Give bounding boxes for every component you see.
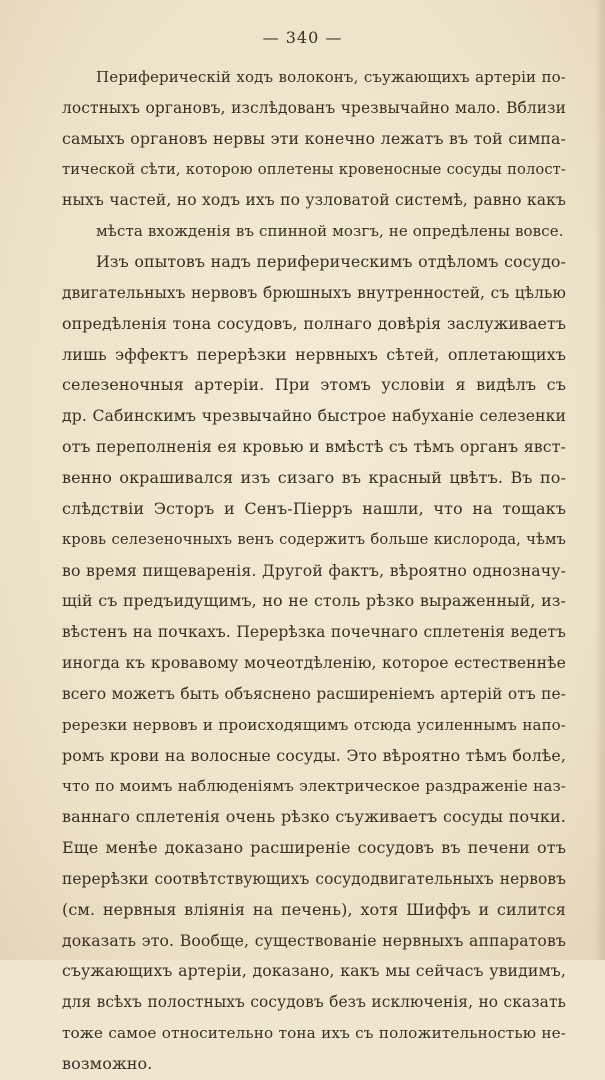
text-line: селезеночныя артеріи. При этомъ условіи я видѣлъ съ — [62, 375, 566, 395]
text-line: ререзки нервовъ и происходящимъ отсюда усиленнымъ напо- — [62, 715, 566, 734]
text-line: всего можетъ быть объяснено расширеніемъ артерій отъ пе- — [62, 684, 566, 703]
text-line: съужающихъ артеріи, доказано, какъ мы сейчасъ увидимъ, — [62, 961, 566, 981]
text-line: опредѣленія тона сосудовъ, полнаго довѣрія заслуживаетъ — [62, 313, 566, 333]
text-line: Изъ опытовъ надъ периферическимъ отдѣломъ сосудо- — [96, 252, 566, 272]
text-line: др. Сабинскимъ чрезвычайно быстрое набуханіе селезенки — [62, 406, 566, 426]
text-line: ныхъ частей, но ходъ ихъ по узловатой системѣ, равно какъ — [62, 191, 566, 210]
text-line: вѣстенъ на почкахъ. Перерѣзка почечнаго сплетенія ведетъ — [62, 623, 566, 642]
text-line: тической сѣти, которою оплетены кровеносные сосуды полост- — [62, 160, 566, 178]
text-line: кровь селезеночныхъ венъ содержитъ больше кислорода, чѣмъ — [62, 530, 566, 548]
text-line: перерѣзки соотвѣтствующихъ сосудодвигательныхъ нервовъ — [62, 869, 566, 888]
text-line: возможно. — [62, 1054, 153, 1073]
body-text — [62, 62, 566, 1080]
text-line: для всѣхъ полостныхъ сосудовъ безъ исключенія, но сказать — [62, 993, 566, 1012]
text-line: слѣдствіи Эсторъ и Сенъ-Піерръ нашли, что на тощакъ — [62, 498, 566, 518]
text-line: (см. нервныя вліянія на печень), хотя Шиффъ и силится — [62, 899, 566, 919]
text-line: что по моимъ наблюденіямъ электрическое раздраженіе наз- — [62, 777, 566, 796]
text-line: мѣста вхожденія въ спинной мозгъ, не опредѣлены вовсе. — [96, 222, 564, 241]
text-line: доказать это. Вообще, существованіе нервныхъ аппаратовъ — [62, 930, 566, 950]
text-line: отъ переполненія ея кровью и вмѣстѣ съ тѣмъ органъ явст- — [62, 437, 566, 457]
text-line: Периферическій ходъ волоконъ, съужающихъ артеріи по- — [96, 68, 566, 86]
text-line: лостныхъ органовъ, изслѣдованъ чрезвычайно мало. Вблизи — [62, 98, 566, 117]
text-line: ваннаго сплетенія очень рѣзко съуживаетъ сосуды почки. — [62, 807, 566, 827]
text-line: щій съ предъидущимъ, но не столь рѣзко выраженный, из- — [62, 591, 566, 611]
text-line: двигательныхъ нервовъ брюшныхъ внутренностей, съ цѣлью — [62, 283, 566, 302]
text-line: лишь эффектъ перерѣзки нервныхъ сѣтей, оплетающихъ — [62, 344, 566, 364]
text-line: Еще менѣе доказано расширеніе сосудовъ въ печени отъ — [62, 838, 566, 858]
text-line: иногда къ кровавому мочеотдѣленію, которое естественнѣе — [62, 654, 566, 673]
text-line: ромъ крови на волосные сосуды. Это вѣроятно тѣмъ болѣе, — [62, 745, 566, 765]
text-line: венно окрашивался изъ сизаго въ красный цвѣтъ. Въ по- — [62, 467, 566, 487]
text-line: во время пищеваренія. Другой фактъ, вѣроятно однозначу- — [62, 560, 566, 580]
page-edge-shadow — [595, 0, 605, 960]
text-line: тоже самое относительно тона ихъ съ положительностью не- — [62, 1024, 566, 1043]
page-number: — 340 — — [262, 28, 343, 47]
text-line: самыхъ органовъ нервы эти конечно лежатъ въ той симпа- — [62, 128, 566, 148]
